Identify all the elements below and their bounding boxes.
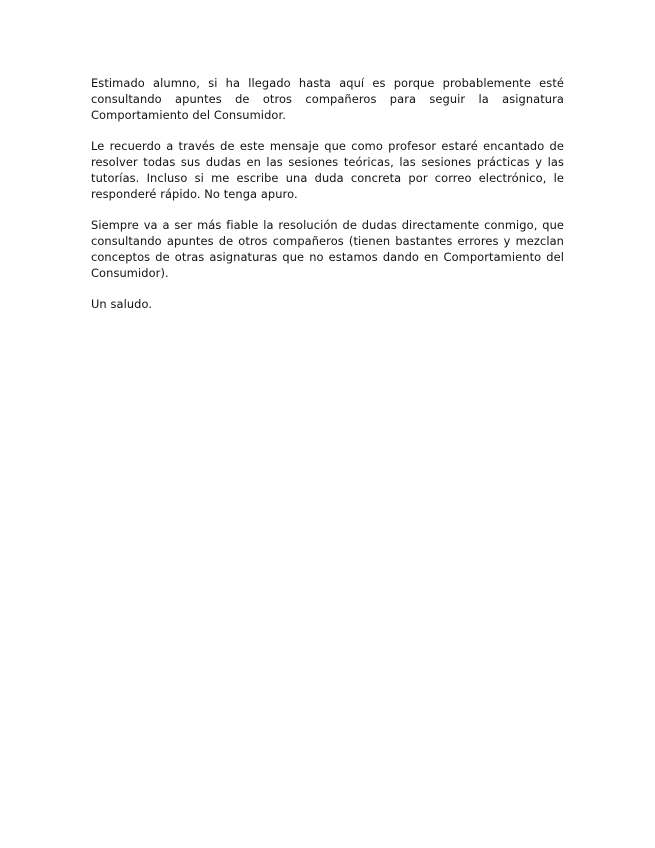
document-body <box>91 76 564 313</box>
paragraph-intro: Estimado alumno, si ha llegado hasta aquí es porque probablemente esté consultando apuntes de otros compañeros para seguir la asignatura Comportamiento del Consumidor. <box>91 76 564 122</box>
signoff: Un saludo. <box>91 297 153 312</box>
paragraph-availability: Le recuerdo a través de este mensaje que como profesor estaré encantado de resolver todas sus dudas en las sesiones teóricas, las sesiones prácticas y las tutorías. Incluso si me escribe una duda concreta por correo electrónico, le responderé rápido. No tenga apuro. <box>91 139 564 201</box>
paragraph-recommendation: Siempre va a ser más fiable la resolución de dudas directamente conmigo, que consultando apuntes de otros compañeros (tienen bastantes errores y mezclan conceptos de otras asignaturas que no estamos dando en Comportamiento del Consumidor). <box>91 218 564 280</box>
